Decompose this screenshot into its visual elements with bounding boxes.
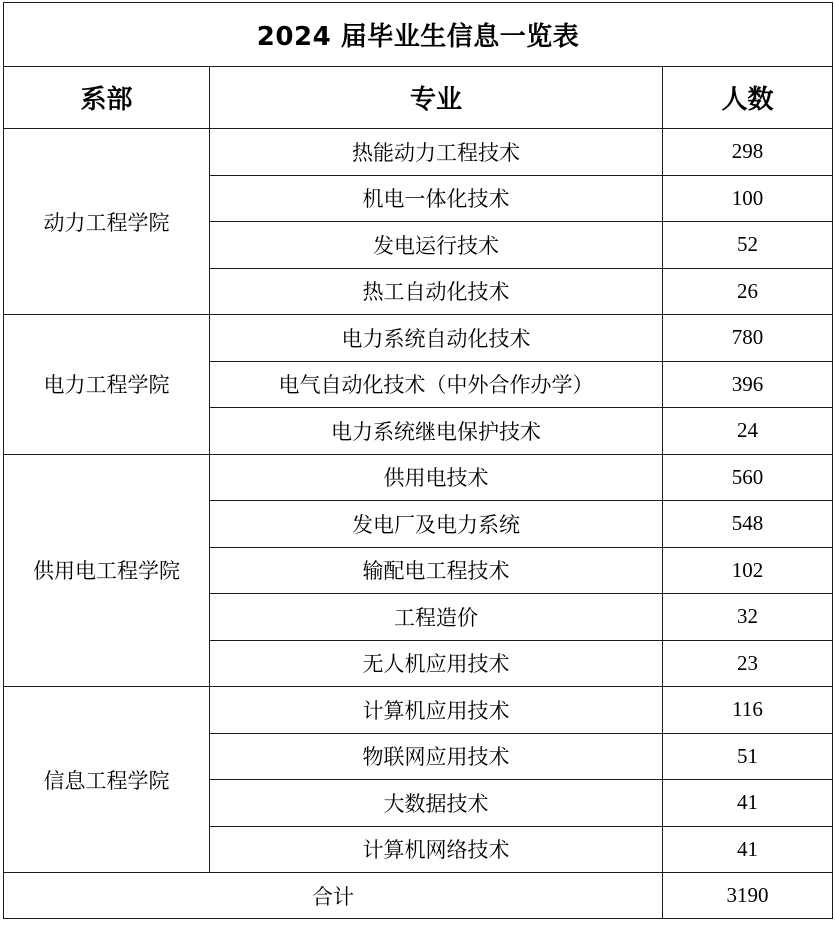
table-row bbox=[4, 129, 833, 176]
count-cell: 41 bbox=[663, 780, 833, 827]
table-row bbox=[4, 687, 833, 734]
major-cell: 热工自动化技术 bbox=[210, 268, 663, 315]
count-cell: 548 bbox=[663, 501, 833, 548]
major-cell: 输配电工程技术 bbox=[210, 547, 663, 594]
major-cell: 发电厂及电力系统 bbox=[210, 501, 663, 548]
department-cell: 供用电工程学院 bbox=[4, 454, 210, 687]
count-cell: 52 bbox=[663, 222, 833, 269]
header-major: 专业 bbox=[210, 67, 663, 129]
major-cell: 计算机网络技术 bbox=[210, 826, 663, 873]
count-cell: 298 bbox=[663, 129, 833, 176]
total-row bbox=[4, 873, 833, 919]
major-cell: 计算机应用技术 bbox=[210, 687, 663, 734]
table-row bbox=[4, 315, 833, 362]
count-cell: 41 bbox=[663, 826, 833, 873]
major-cell: 电力系统自动化技术 bbox=[210, 315, 663, 362]
total-label: 合计 bbox=[4, 873, 663, 919]
count-cell: 102 bbox=[663, 547, 833, 594]
major-cell: 电力系统继电保护技术 bbox=[210, 408, 663, 455]
department-cell: 电力工程学院 bbox=[4, 315, 210, 455]
department-cell: 信息工程学院 bbox=[4, 687, 210, 873]
major-cell: 热能动力工程技术 bbox=[210, 129, 663, 176]
count-cell: 116 bbox=[663, 687, 833, 734]
count-cell: 780 bbox=[663, 315, 833, 362]
header-row bbox=[4, 67, 833, 129]
count-cell: 23 bbox=[663, 640, 833, 687]
table-row bbox=[4, 454, 833, 501]
count-cell: 51 bbox=[663, 733, 833, 780]
major-cell: 机电一体化技术 bbox=[210, 175, 663, 222]
major-cell: 发电运行技术 bbox=[210, 222, 663, 269]
count-cell: 560 bbox=[663, 454, 833, 501]
total-count: 3190 bbox=[663, 873, 833, 919]
count-cell: 24 bbox=[663, 408, 833, 455]
header-department: 系部 bbox=[4, 67, 210, 129]
major-cell: 电气自动化技术（中外合作办学） bbox=[210, 361, 663, 408]
header-count: 人数 bbox=[663, 67, 833, 129]
major-cell: 无人机应用技术 bbox=[210, 640, 663, 687]
title-row bbox=[4, 3, 833, 67]
count-cell: 26 bbox=[663, 268, 833, 315]
count-cell: 100 bbox=[663, 175, 833, 222]
major-cell: 工程造价 bbox=[210, 594, 663, 641]
count-cell: 396 bbox=[663, 361, 833, 408]
count-cell: 32 bbox=[663, 594, 833, 641]
graduates-table bbox=[3, 2, 833, 919]
major-cell: 供用电技术 bbox=[210, 454, 663, 501]
major-cell: 大数据技术 bbox=[210, 780, 663, 827]
table-title: 2024 届毕业生信息一览表 bbox=[4, 3, 833, 67]
major-cell: 物联网应用技术 bbox=[210, 733, 663, 780]
department-cell: 动力工程学院 bbox=[4, 129, 210, 315]
